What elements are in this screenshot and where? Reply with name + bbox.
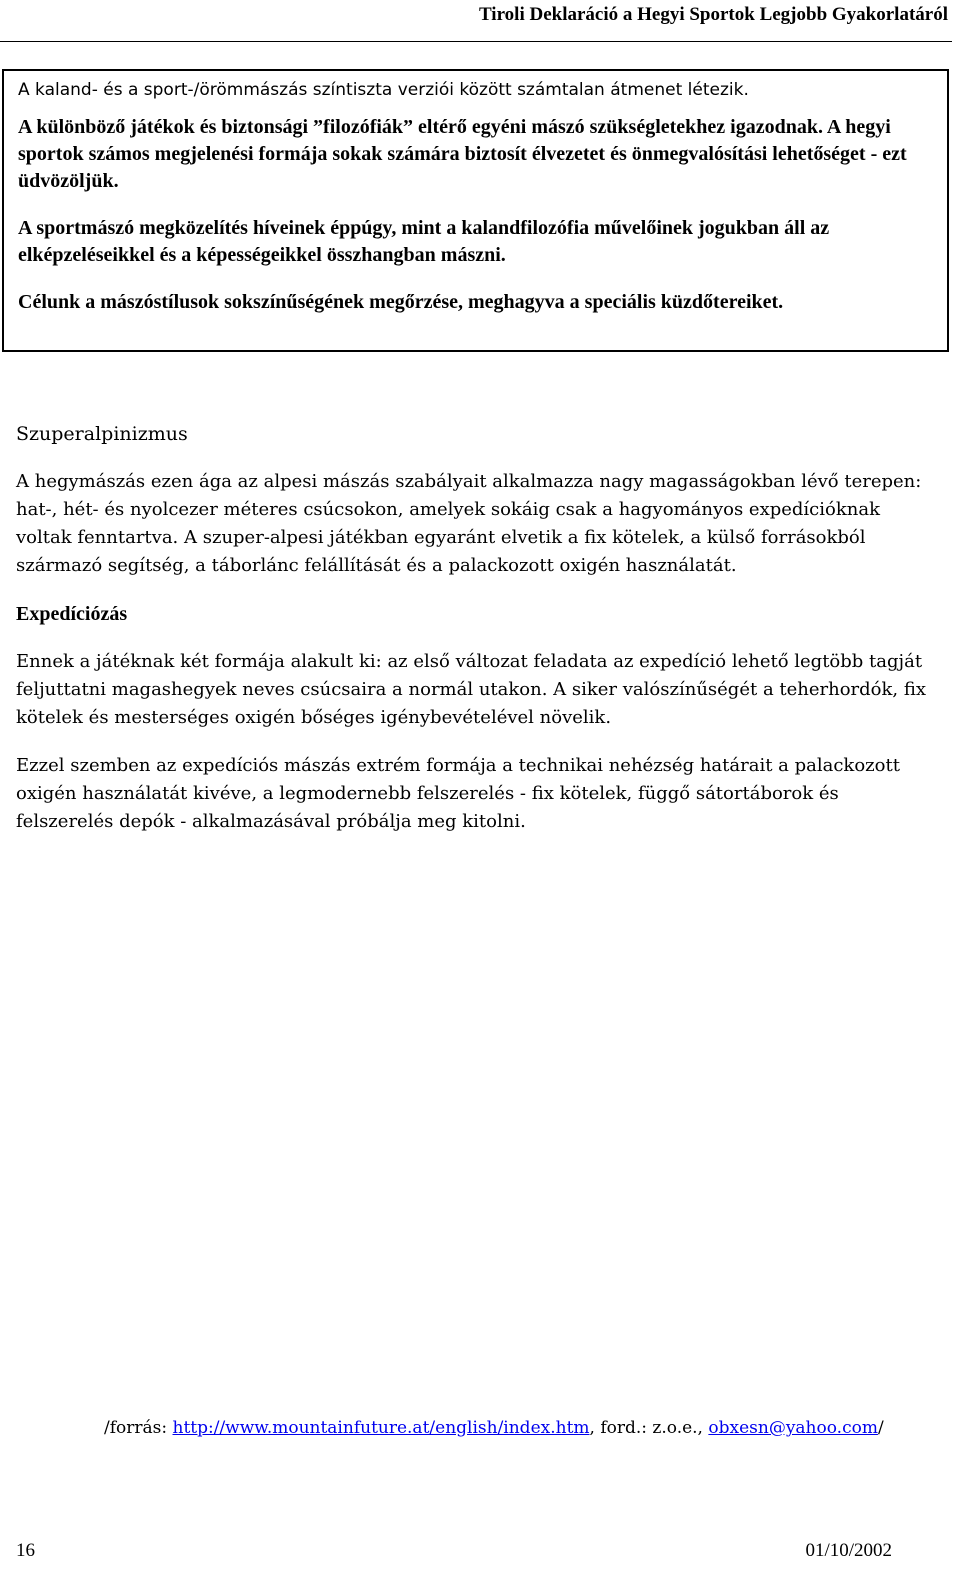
section-paragraph: A hegymászás ezen ága az alpesi mászás szabályait alkalmazza nagy magasságokban lévő terepen: hat-, hét- és nyolcezer méteres csúcsokon, amelyek sokáig csak a hagyományos expedícióknak voltak fenntartva. A szuper-alpesi játékban egyaránt elvetik a fix kötelek, a külső forrásokból származó segítség, a táborlánc felállítását és a palackozott oxigén használatát. [16, 471, 922, 576]
box-paragraph-4: Célunk a mászóstílusok sokszínűségének megőrzése, meghagyva a speciális küzdőtereiket. [18, 291, 784, 313]
source-line [104, 1414, 884, 1442]
section-paragraph: Ezzel szemben az expedíciós mászás extrém formája a technikai nehézség határait a palackozott oxigén használatát kivéve, a legmodernebb felszerelés - fix kötelek, függő sátortáborok és felszerelés depók - alkalmazásával próbálja meg kitolni. [16, 755, 900, 832]
declaration-box [2, 69, 949, 352]
source-mid: , ford.: z.o.e., [589, 1418, 709, 1438]
box-paragraph-1: A kaland- és a sport-/örömmászás színtiszta verziói között számtalan átmenet létezik. [18, 80, 749, 100]
main-content [16, 420, 936, 856]
page-number: 16 [16, 1540, 35, 1561]
header-divider [0, 41, 952, 42]
footer-date: 01/10/2002 [805, 1540, 892, 1561]
box-paragraph-3: A sportmászó megközelítés híveinek éppúgy, mint a kalandfilozófia művelőinek jogukban áll az elképzeléseikkel és a képességeikkel összhangban mászni. [18, 217, 830, 266]
box-paragraph-2: A különböző játékok és biztonsági ”filozófiák” eltérő egyéni mászó szükségletekhez igazodnak. A hegyi sportok számos megjelenési formája sokak számára biztosít élvezetet és önmegvalósítási lehetőséget - ezt üdvözöljük. [18, 116, 907, 192]
section-heading-expediciozas: Expedíciózás [16, 603, 128, 625]
source-suffix: / [877, 1418, 884, 1438]
section-heading-szuperalpinizmus: Szuperalpinizmus [16, 423, 188, 445]
email-link[interactable]: obxesn@yahoo.com [708, 1418, 878, 1438]
source-prefix: /forrás: [104, 1418, 173, 1438]
section-paragraph: Ennek a játéknak két formája alakult ki: az első változat feladata az expedíció lehető legtöbb tagját feljuttatni magashegyek neves csúcsaira a normál utakon. A siker valószínűségét a teherhordók, fix kötelek és mesterséges oxigén bőséges igénybevételével növelik. [16, 651, 927, 728]
page-header-title: Tiroli Deklaráció a Hegyi Sportok Legjobb Gyakorlatáról [478, 4, 948, 25]
source-url-link[interactable]: http://www.mountainfuture.at/english/index.htm [172, 1418, 590, 1438]
